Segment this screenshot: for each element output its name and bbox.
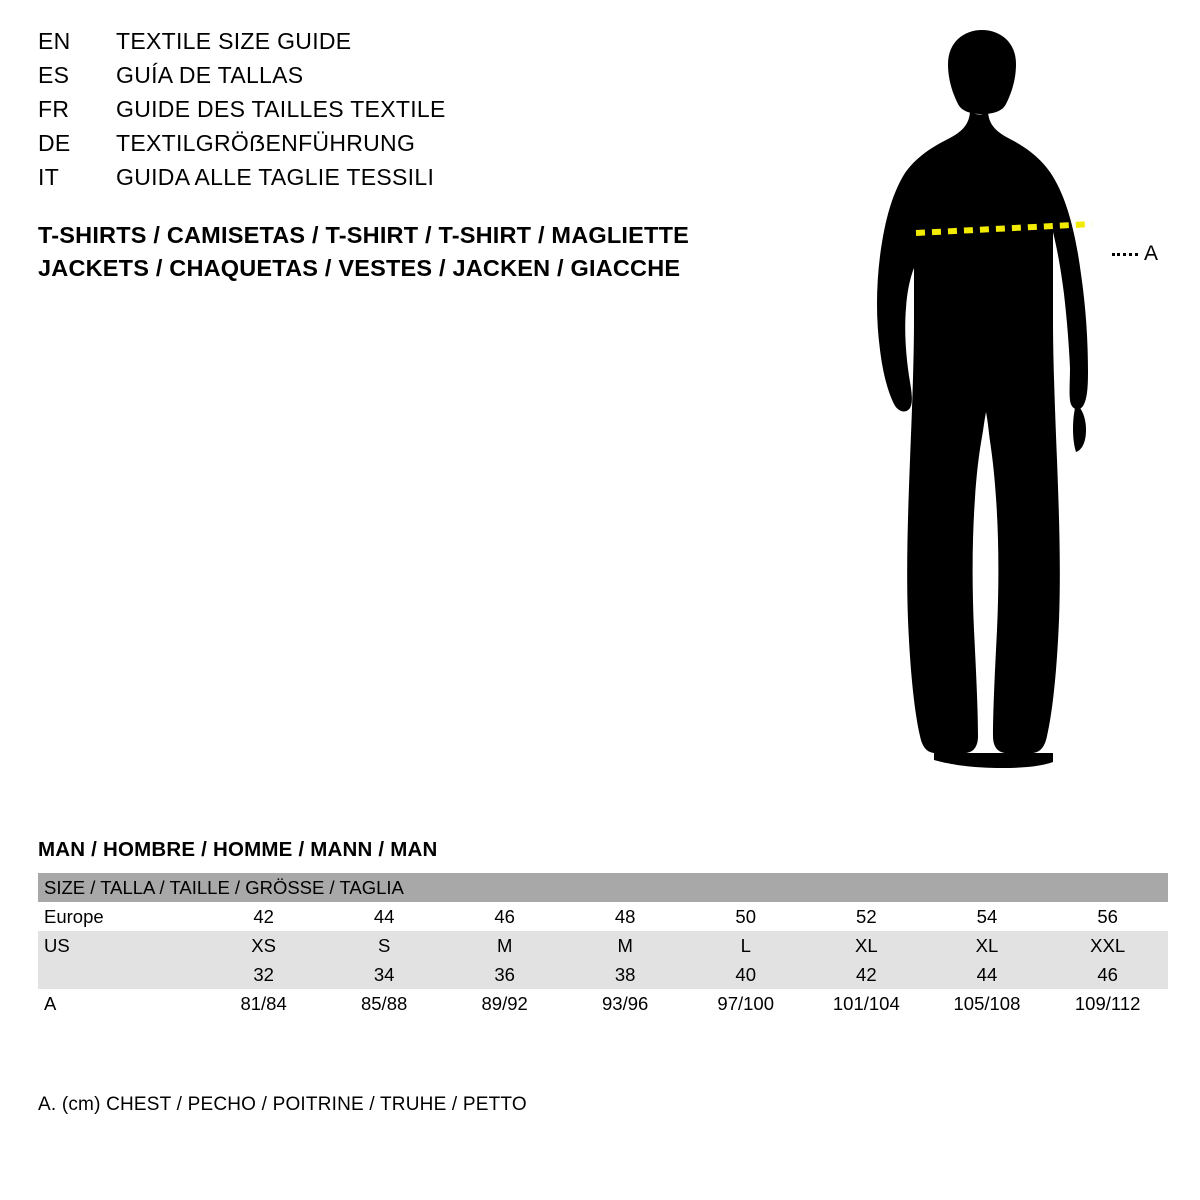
table-cell: 44 [373,905,395,927]
garment-types [38,219,798,285]
callout-dash-icon [1112,253,1138,256]
table-row [38,931,1168,960]
chest-callout [1112,242,1158,266]
table-cell: 48 [614,905,636,927]
table-cell: 42 [856,963,877,985]
language-title: TEXTILE SIZE GUIDE [116,28,352,54]
table-cell: L [740,934,751,956]
table-cell: 85/88 [360,992,408,1014]
table-cell: 46 [494,905,515,927]
garment-line-jackets: JACKETS / CHAQUETAS / VESTES / JACKEN / GIACCHE [38,255,681,281]
language-code: IT [38,164,60,190]
callout-label: A [1144,242,1159,265]
language-code: DE [38,130,71,156]
table-cell: 44 [976,963,998,985]
footnote: A. (cm) CHEST / PECHO / POITRINE / TRUHE / PETTO [38,1094,527,1115]
table-cell: 50 [735,905,756,927]
table-cell: 52 [856,905,877,927]
language-row [38,96,738,130]
size-table-section [38,838,1168,1018]
table-cell: 42 [253,905,274,927]
language-code: FR [38,96,70,122]
table-cell: 101/104 [832,992,900,1014]
table-cell: S [377,934,391,956]
row-label: Europe [44,905,104,927]
row-label: US [44,934,70,956]
table-cell: XS [251,934,276,956]
table-cell: 36 [494,963,515,985]
table-cell: 54 [976,905,998,927]
row-label: A [44,992,57,1014]
table-cell: M [617,934,633,956]
language-title: TEXTILGRÖẞENFÜHRUNG [116,130,416,156]
table-header-label: SIZE / TALLA / TAILLE / GRÖSSE / TAGLIA [44,876,404,898]
table-cell: 32 [253,963,274,985]
table-cell: 38 [614,963,636,985]
table-cell: 97/100 [717,992,774,1014]
language-code: EN [38,28,71,54]
table-cell: 46 [1097,963,1118,985]
language-row [38,164,738,198]
language-title-block [38,28,738,198]
table-cell: 109/112 [1074,992,1141,1014]
table-group-title: MAN / HOMBRE / HOMME / MANN / MAN [38,838,438,861]
language-title: GUIDE DES TAILLES TEXTILE [116,96,446,122]
language-title: GUIDA ALLE TAGLIE TESSILI [116,164,435,190]
language-row [38,28,738,62]
table-cell: 81/84 [240,992,287,1014]
table-cell: 34 [373,963,395,985]
table-cell: 105/108 [953,992,1021,1014]
table-cell: M [496,934,513,956]
language-code: ES [38,62,70,88]
table-cell: XL [975,934,999,956]
table-header-row [38,873,1168,902]
language-title: GUÍA DE TALLAS [116,62,304,88]
row-label [38,960,203,989]
table-row [38,902,1168,931]
table-cell: XXL [1090,934,1126,956]
size-table [38,873,1168,1018]
language-row [38,130,738,164]
table-row [38,960,1168,989]
silhouette-svg [820,20,1180,780]
table-cell: 89/92 [481,992,528,1014]
table-cell: 40 [735,963,756,985]
table-cell: 56 [1097,905,1118,927]
male-silhouette-figure [820,20,1180,780]
language-row [38,62,738,96]
garment-line-tshirts: T-SHIRTS / CAMISETAS / T-SHIRT / T-SHIRT / MAGLIETTE [38,222,689,248]
table-row [38,989,1168,1018]
table-cell: 93/96 [602,992,649,1014]
table-cell: XL [855,934,878,956]
